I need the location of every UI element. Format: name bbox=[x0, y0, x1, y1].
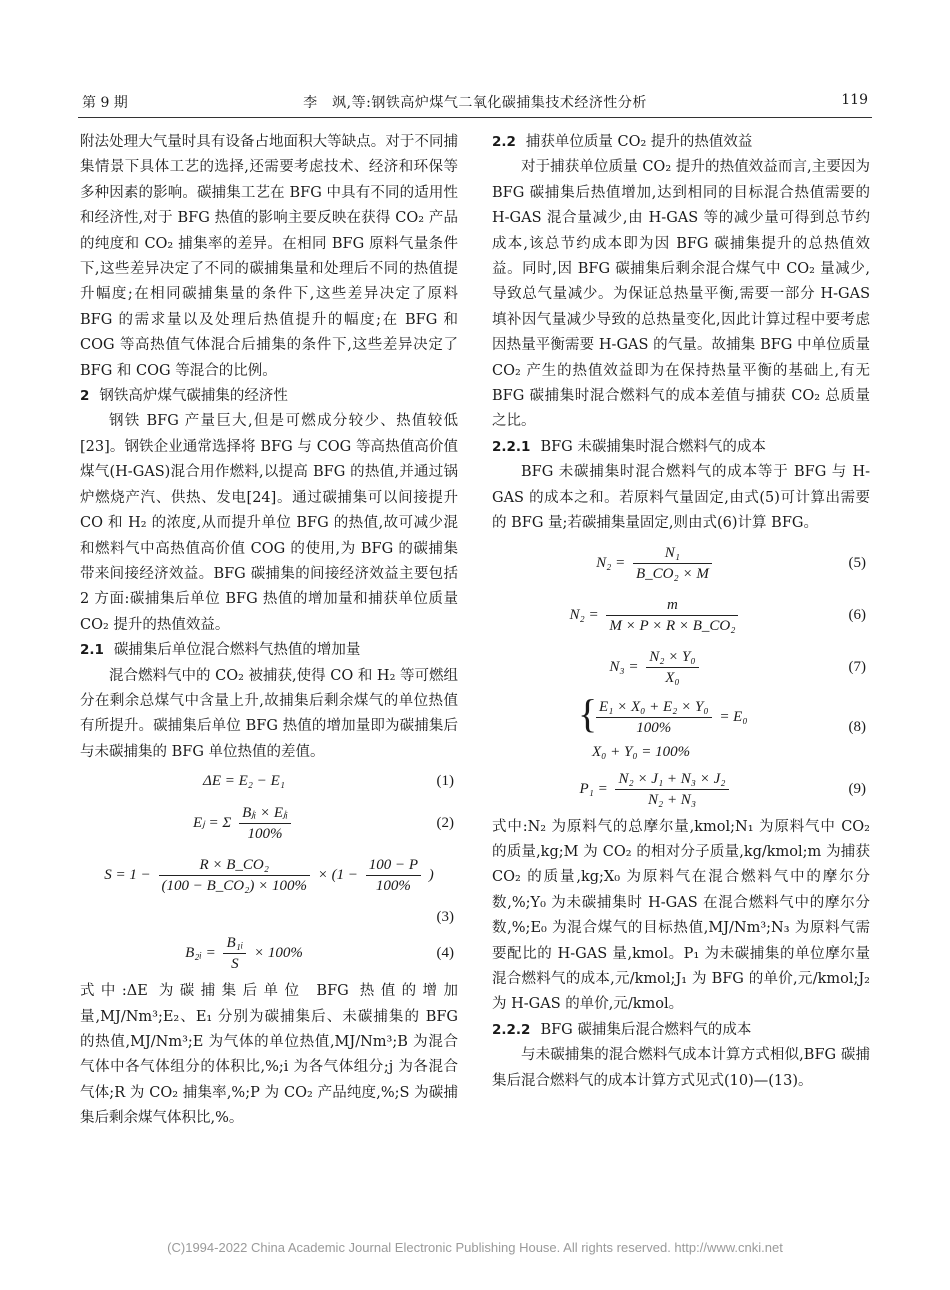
equation-number: (4) bbox=[436, 945, 454, 962]
paragraph: 对于捕获单位质量 CO₂ 提升的热值效益而言,主要因为 BFG 碳捕集后热值增加,达到相同的目标混合热值需要的 H-GAS 混合量减少,由 H-GAS 等的减少量可得到总节约成本,该总节约成本即为因 BFG 碳捕集提升的总热值效益。同时,因 BFG 碳捕集后剩余混合煤气中 CO₂ 量减少,导致总气量减少。为保证总热量平衡,需要一部分 H-GAS 填补因气量减少导致的总热量变化,因此计算过程中要考虑因热量平衡需要 H-GAS 的气量。故捕集 BFG 中单位质量 CO₂ 产生的热值效益即为在保持热量平衡的基础上,有无 BFG 碳捕集时混合燃料气的成本差值与捕获 CO₂ 总质量之比。 bbox=[492, 159, 870, 430]
paragraph: 与未碳捕集的混合燃料气成本计算方式相似,BFG 碳捕集后混合燃料气的成本计算方式见式(10)—(13)。 bbox=[492, 1047, 870, 1089]
section-heading: 2 钢铁高炉煤气碳捕集的经济性 bbox=[80, 388, 288, 405]
paragraph: 式中:N₂ 为原料气的总摩尔量,kmol;N₁ 为原料气中 CO₂ 的质量,kg;M 为 CO₂ 的相对分子质量,kg/kmol;m 为捕获 CO₂ 的质量,kg;X₀ 为原料气在混合燃料气中的摩尔分数,%;Y₀ 为未碳捕集时 H-GAS 在混合燃料气中的摩尔分数,%;E₀ 为混合煤气的目标热值,MJ/Nm³;N₃ 为原料气需要配比的 H-GAS 量,kmol。P₁ 为未碳捕集的单位摩尔量混合燃料气的成本,元/kmol;J₁ 为 BFG 的单价,元/kmol;J₂ 为 H-GAS 的单价,元/kmol。 bbox=[492, 818, 870, 1013]
paragraph: BFG 未碳捕集时混合燃料气的成本等于 BFG 与 H-GAS 的成本之和。若原料气量固定,由式(5)可计算出需要的 BFG 量;若碳捕集量固定,则由式(6)计算 BFG。 bbox=[492, 464, 870, 532]
header-rule bbox=[78, 117, 872, 118]
equation-2: Eⱼ = Σ $\frac{\text{Bⱼᵢ × Eⱼᵢ}}{100\%}$ (2) bbox=[192, 805, 454, 843]
equation-3-number-row bbox=[80, 901, 458, 927]
issue-number: 第 9 期 bbox=[82, 95, 128, 111]
page-number: 119 bbox=[841, 92, 868, 108]
right-column bbox=[492, 130, 870, 1094]
equation-number: (2) bbox=[436, 815, 454, 832]
equation-number: (6) bbox=[848, 606, 866, 623]
running-header bbox=[78, 92, 872, 116]
subsection-heading: 2.1 碳捕集后单位混合燃料气热值的增加量 bbox=[80, 642, 361, 659]
equation-number: (9) bbox=[848, 780, 866, 797]
equation-3: S = 1 − $\frac{\text{R × B\_CO₂}}{\text{(100 − B\_CO₂) × 100\%}}$ × (1 − $\frac{100 - P}{100\%}$ ) bbox=[104, 857, 434, 895]
equation-number: (3) bbox=[436, 909, 454, 926]
paragraph: 式中:ΔE 为碳捕集后单位 BFG 热值的增加量,MJ/Nm³;E₂、E₁ 分别为碳捕集后、未碳捕集的 BFG 的热值,MJ/Nm³;E 为气体的单位热值,MJ/Nm³;B 为混合气体中各气体组分的体积比,%;i 为各气体组分;j 为各混合气体;R 为 CO₂ 捕集率,%;P 为 CO₂ 产品纯度,%;S 为碳捕集后剩余煤气体积比,%。 bbox=[80, 983, 458, 1127]
left-column bbox=[80, 130, 458, 1132]
equation-1: ΔE = E₂ − E₁ (1) bbox=[80, 765, 458, 797]
equation-7: N₃ = $\frac{\text{N₂ × Y₀}}{\text{X₀}}$ (7) bbox=[609, 648, 866, 686]
subsubsection-heading: 2.2.2 BFG 碳捕集后混合燃料气的成本 bbox=[492, 1021, 752, 1038]
subsubsection-heading: 2.2.1 BFG 未碳捕集时混合燃料气的成本 bbox=[492, 438, 766, 455]
equation-6: N₂ = $\frac{m}{\text{M × P × R × B\_CO₂}}$ (6) bbox=[569, 596, 866, 634]
equation-number: (7) bbox=[848, 658, 866, 675]
equation-number: (1) bbox=[436, 773, 454, 790]
equation-9: P₁ = $\frac{\text{N₂ × J₁ + N₃ × J₂}}{\text{N₂ + N₃}}$ (9) bbox=[579, 770, 866, 808]
paragraph: 附法处理大气量时具有设备占地面积大等缺点。对于不同捕集情景下具体工艺的选择,还需要考虑技术、经济和环保等多种因素的影响。碳捕集工艺在 BFG 中具有不同的适用性和经济性,对于 BFG 热值的影响主要反映在获得 CO₂ 产品的纯度和 CO₂ 捕集率的差异。在相同 BFG 原料气量条件下,这些差异决定了不同的碳捕集量和处理后不同的热值提升幅度;在相同碳捕集量的条件下,这些差异决定了原料 BFG 的需求量以及处理后热值提升的幅度;在 BFG 和 COG 等高热值气体混合后捕集的条件下,这些差异决定了 BFG 和 COG 等混合的比例。 bbox=[80, 134, 458, 379]
subsection-heading: 2.2 捕获单位质量 CO₂ 提升的热值效益 bbox=[492, 134, 753, 150]
running-title: 李 飒,等:钢铁高炉煤气二氧化碳捕集技术经济性分析 bbox=[303, 95, 647, 111]
equation-number: (5) bbox=[848, 554, 866, 571]
paragraph: 钢铁 BFG 产量巨大,但是可燃成分较少、热值较低[23]。钢铁企业通常选择将 BFG 与 COG 等高热值高价值煤气(H-GAS)混合用作燃料,以提高 BFG 的热值,并通过锅炉燃烧产汽、供热、发电[24]。通过碳捕集可以间接提升 CO 和 H₂ 的浓度,从而提升单位 BFG 的热值,故可减少混和燃料气中高热值高价值 COG 的使用,为 BFG 的碳捕集带来间接经济效益。BFG 碳捕集的间接经济效益主要包括 2 方面:碳捕集后单位 BFG 热值的增加量和捕获单位质量 CO₂ 提升的热值效益。 bbox=[80, 413, 458, 633]
brace-icon: { bbox=[578, 690, 598, 736]
equation-number: (8) bbox=[848, 718, 866, 735]
equation-4: B₂ᵢ = $\frac{\text{B₁ᵢ}}{S}$ × 100% (4) bbox=[185, 935, 454, 973]
paragraph: 混合燃料气中的 CO₂ 被捕获,使得 CO 和 H₂ 等可燃组分在剩余总煤气中含量上升,故捕集后剩余煤气的单位热值有所提升。碳捕集后单位 BFG 热值的增加量即为碳捕集后与未碳捕集的 BFG 单位热值的差值。 bbox=[80, 667, 458, 760]
copyright-footer: (C)1994-2022 China Academic Journal Electronic Publishing House. All rights reserved. http://www.cnki.net bbox=[167, 1240, 783, 1255]
equation-8: { $\frac{\text{E₁ × X₀ + E₂ × Y₀}}{100\%}$ = E₀ X₀ + Y₀ = 100% (8) bbox=[578, 690, 866, 760]
equation-5: N₂ = $\frac{\text{N₁}}{\text{B\_CO₂ × M}}$ (5) bbox=[596, 544, 866, 582]
